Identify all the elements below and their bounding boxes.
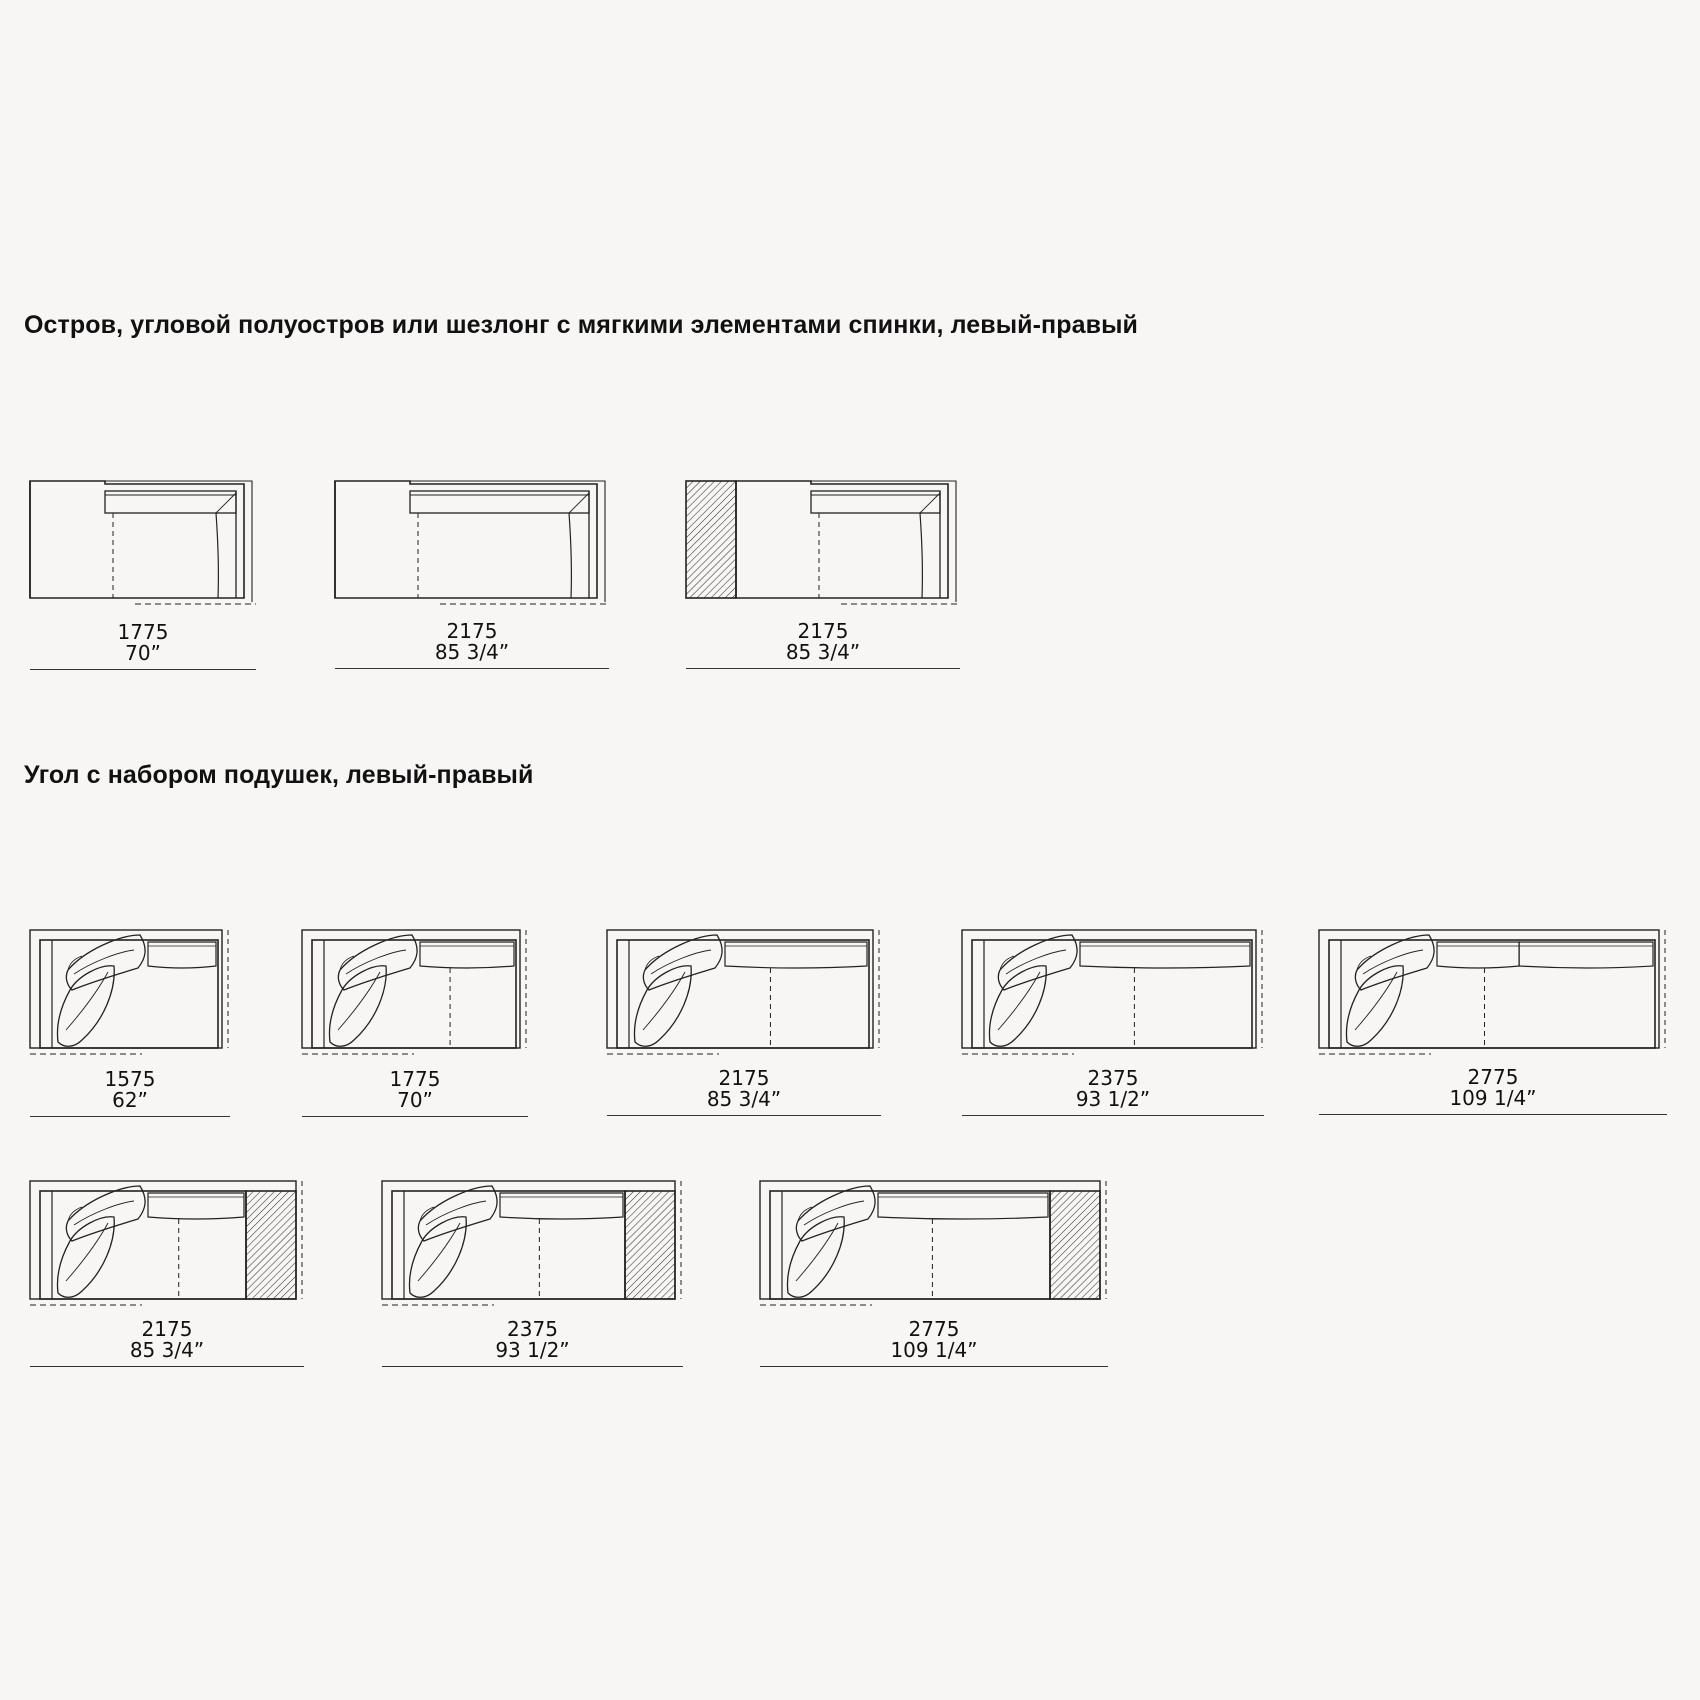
- module-corner-2175-end-panel: [30, 1181, 304, 1371]
- sofa-frame: [302, 930, 520, 1048]
- module-corner-2175: [607, 930, 881, 1120]
- cushion-b-seam: [796, 1223, 838, 1281]
- cushion-a: [66, 1186, 145, 1241]
- end-panel-hatched: [625, 1191, 675, 1299]
- cushion-b-seam: [338, 972, 380, 1030]
- corner-seam: [920, 493, 940, 513]
- cushion-a-seam: [1363, 950, 1423, 974]
- sofa-diagram: [1319, 930, 1667, 1058]
- sofa-frame: [1319, 930, 1659, 1048]
- cushion-a: [66, 935, 145, 990]
- cushion-b-seam: [998, 972, 1040, 1030]
- seat-outline: [40, 1191, 246, 1299]
- width-line: [335, 668, 609, 669]
- dimension-mm: 2775: [1467, 1065, 1519, 1089]
- dimension-mm: 2175: [446, 619, 498, 643]
- corner-seam: [569, 493, 589, 513]
- sofa-outline: [30, 481, 244, 598]
- dimension-inch: 62”: [112, 1088, 148, 1112]
- cushion-a: [998, 935, 1077, 990]
- module-corner-1575: [30, 930, 230, 1120]
- dimension-mm: 1575: [104, 1067, 156, 1091]
- cushion-b-seam: [66, 1223, 108, 1281]
- dimension-mm: 2375: [1087, 1066, 1139, 1090]
- dimension-mm: 2175: [141, 1317, 193, 1341]
- width-line: [962, 1115, 1264, 1116]
- frame-line: [410, 481, 605, 602]
- sofa-diagram: [30, 930, 230, 1058]
- dimension-mm: 1775: [117, 620, 169, 644]
- dimension-inch: 93 1/2”: [495, 1338, 570, 1362]
- sofa-diagram: [335, 481, 609, 611]
- cushion-a-seam: [74, 950, 134, 974]
- cushion-b-seam: [66, 972, 108, 1030]
- sofa-outline: [736, 481, 948, 598]
- dimension-mm: 2175: [718, 1066, 770, 1090]
- sofa-diagram: [686, 481, 960, 611]
- seat-outline: [40, 940, 218, 1048]
- seat-outline: [312, 940, 516, 1048]
- dimension-inch: 93 1/2”: [1075, 1087, 1151, 1111]
- width-line: [760, 1366, 1108, 1367]
- seat-outline: [392, 1191, 625, 1299]
- module-corner-2775-end-panel: [760, 1181, 1108, 1371]
- width-line: [1319, 1114, 1667, 1115]
- width-line: [686, 668, 960, 669]
- width-line: [30, 1366, 304, 1367]
- sofa-diagram: [30, 481, 256, 611]
- dimension-mm: 2375: [507, 1317, 558, 1341]
- back-cushion: [105, 491, 236, 513]
- module-corner-2375: [962, 930, 1264, 1120]
- width-line: [302, 1116, 528, 1117]
- width-line: [607, 1115, 881, 1116]
- end-panel-hatched: [1050, 1191, 1100, 1299]
- back-cushion: [410, 491, 589, 513]
- cushion-a: [796, 1186, 875, 1241]
- cushion-a: [1355, 935, 1434, 990]
- module-corner-2375-end-panel: [382, 1181, 683, 1371]
- sofa-diagram: [382, 1181, 683, 1309]
- seat-outline: [1329, 940, 1655, 1048]
- sofa-diagram: [962, 930, 1264, 1058]
- side-cushion-curve: [920, 513, 922, 598]
- module-island-2175: [335, 481, 609, 671]
- sofa-diagram: [760, 1181, 1108, 1309]
- cushion-a-seam: [651, 950, 711, 974]
- sofa-outline: [335, 481, 597, 598]
- cushion-b-seam: [643, 972, 685, 1030]
- seat-outline: [617, 940, 869, 1048]
- width-line: [30, 669, 256, 670]
- dimension-mm: 1775: [389, 1067, 441, 1091]
- side-cushion-curve: [569, 513, 571, 598]
- dimension-inch: 109 1/4”: [890, 1338, 978, 1362]
- cushion-a: [338, 935, 417, 990]
- cushion-a-seam: [1006, 950, 1066, 974]
- side-cushion-curve: [216, 513, 218, 598]
- cushion-a: [418, 1186, 497, 1241]
- dimension-inch: 70”: [125, 641, 161, 665]
- end-panel-hatched: [246, 1191, 296, 1299]
- module-island-1775: [30, 481, 256, 671]
- section-title-corner: Угол с набором подушек, левый-правый: [24, 761, 534, 789]
- dimension-mm: 2175: [797, 619, 849, 643]
- sofa-diagram: [302, 930, 528, 1058]
- cushion-b-seam: [1355, 972, 1397, 1030]
- module-island-2175-end-panel: [686, 481, 960, 671]
- dimension-inch: 85 3/4”: [706, 1087, 782, 1111]
- cushion-a-seam: [804, 1201, 864, 1225]
- cushion-a-seam: [74, 1201, 134, 1225]
- sofa-diagram: [607, 930, 881, 1058]
- dimension-inch: 85 3/4”: [434, 640, 510, 664]
- sofa-frame: [760, 1181, 1100, 1299]
- cushion-b-seam: [418, 1223, 460, 1281]
- dimension-inch: 109 1/4”: [1449, 1086, 1537, 1110]
- cushion-a-seam: [346, 950, 406, 974]
- module-corner-1775: [302, 930, 528, 1120]
- dimension-inch: 70”: [397, 1088, 433, 1112]
- dimension-inch: 85 3/4”: [129, 1338, 205, 1362]
- section-title-island: Остров, угловой полуостров или шезлонг с мягкими элементами спинки, левый-правый: [24, 311, 1139, 339]
- dimension-mm: 2775: [908, 1317, 960, 1341]
- cushion-a: [643, 935, 722, 990]
- width-line: [382, 1366, 683, 1367]
- corner-seam: [216, 493, 236, 513]
- sofa-diagram: [30, 1181, 304, 1309]
- end-panel-hatched: [686, 481, 736, 598]
- sofa-frame: [30, 930, 222, 1048]
- width-line: [30, 1116, 230, 1117]
- dimension-inch: 85 3/4”: [785, 640, 861, 664]
- cushion-a-seam: [426, 1201, 486, 1225]
- back-cushion: [811, 491, 940, 513]
- module-corner-2775: [1319, 930, 1667, 1120]
